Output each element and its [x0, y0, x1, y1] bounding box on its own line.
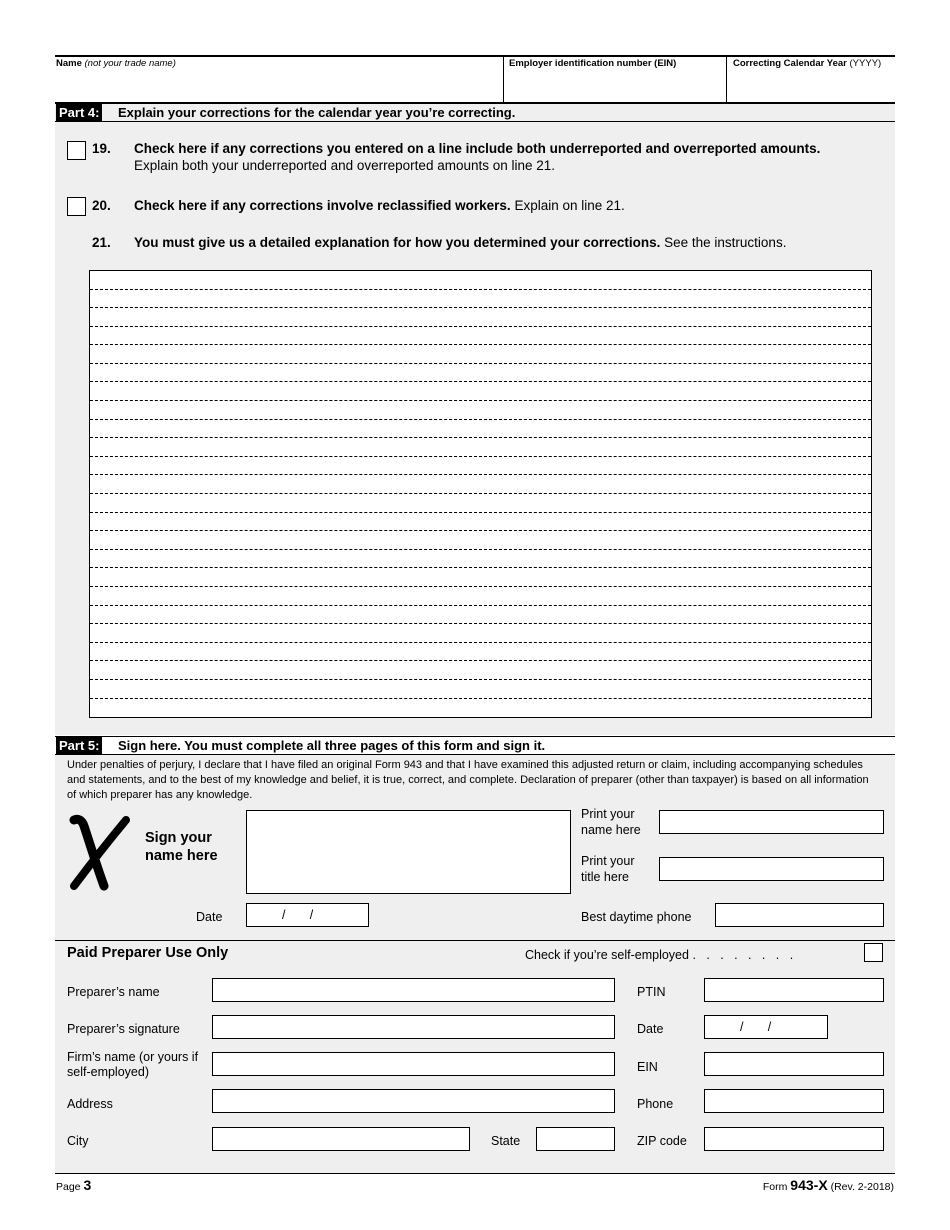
line20-text-normal: Explain on line 21.	[514, 198, 625, 213]
preparer-date-input[interactable]	[704, 1015, 828, 1039]
header-divider-1	[503, 56, 504, 102]
line19-text: Explain both your underreported and overreported amounts on line 21.	[134, 158, 556, 173]
address-label: Address	[67, 1097, 113, 1111]
preparer-date-label: Date	[637, 1022, 664, 1036]
line21-number: 21.	[92, 235, 111, 250]
sign-date-slashes: / /	[282, 908, 314, 922]
ruled-line	[90, 660, 871, 661]
line21-text-normal: See the instructions.	[664, 235, 787, 250]
state-label: State	[491, 1134, 521, 1148]
ruled-line	[90, 567, 871, 568]
self-employed-leader-dots: . . . . . . . .	[692, 948, 794, 962]
ein-field[interactable]	[509, 58, 676, 69]
line20-text-bold: Check here if any corrections involve reclassified workers.	[134, 198, 511, 213]
part5-title: Sign here. You must complete all three pages of this form and sign it.	[118, 738, 546, 753]
firm-name-input[interactable]	[212, 1052, 615, 1076]
print-title-label-2: title here	[581, 870, 629, 884]
print-name-label-1: Print your	[581, 807, 635, 821]
daytime-phone-label: Best daytime phone	[581, 910, 692, 924]
preparer-phone-input[interactable]	[704, 1089, 884, 1113]
ruled-line	[90, 642, 871, 643]
year-label: Correcting Calendar Year	[733, 58, 847, 69]
preparer-ein-label: EIN	[637, 1060, 658, 1074]
sign-date-input[interactable]	[246, 903, 369, 927]
line19-number: 19.	[92, 141, 111, 156]
print-name-label-2: name here	[581, 823, 641, 837]
ruled-line	[90, 363, 871, 364]
ruled-line	[90, 437, 871, 438]
line20-text	[134, 198, 625, 213]
preparer-title: Paid Preparer Use Only	[67, 945, 229, 961]
preparer-name-input[interactable]	[212, 978, 615, 1002]
name-label: Name	[56, 58, 82, 69]
city-input[interactable]	[212, 1127, 470, 1151]
name-field[interactable]	[56, 58, 176, 69]
ruled-line	[90, 326, 871, 327]
signature-box[interactable]	[246, 810, 571, 894]
ruled-line	[90, 623, 871, 624]
ruled-line	[90, 381, 871, 382]
line20-checkbox[interactable]	[67, 197, 86, 216]
state-input[interactable]	[536, 1127, 615, 1151]
ruled-line	[90, 400, 871, 401]
zip-input[interactable]	[704, 1127, 884, 1151]
ruled-line	[90, 493, 871, 494]
address-input[interactable]	[212, 1089, 615, 1113]
ruled-line	[90, 474, 871, 475]
ptin-input[interactable]	[704, 978, 884, 1002]
line19-text-bold: Check here if any corrections you entered on a line include both underreported and overreported amounts.	[134, 141, 821, 156]
zip-label: ZIP code	[637, 1134, 687, 1148]
print-title-input[interactable]	[659, 857, 884, 881]
line19-checkbox[interactable]	[67, 141, 86, 160]
line20-number: 20.	[92, 198, 111, 213]
header-top-rule	[55, 55, 895, 57]
name-note: (not your trade name)	[84, 58, 176, 69]
part5-badge: Part 5:	[56, 737, 102, 754]
preparer-date-slashes: / /	[740, 1020, 772, 1034]
perjury-statement: Under penalties of perjury, I declare that I have filed an original Form 943 and that I have examined this adjusted return or claim, including accompanying schedules and statements, and to the best of my knowledge and belief, it is true, correct, and complete. Declaration of preparer (other than taxpayer) is based on all information of which preparer has any knowledge.	[67, 759, 869, 801]
part4-top-rule	[55, 103, 895, 104]
ruled-line	[90, 530, 871, 531]
preparer-name-label: Preparer’s name	[67, 985, 160, 999]
part5-header-top	[55, 736, 895, 737]
ruled-line	[90, 512, 871, 513]
ruled-line	[90, 586, 871, 587]
footer-rule	[55, 1173, 895, 1174]
self-employed-checkbox[interactable]	[864, 943, 883, 962]
daytime-phone-input[interactable]	[715, 903, 884, 927]
preparer-phone-label: Phone	[637, 1097, 674, 1111]
ruled-line	[90, 419, 871, 420]
sign-name-label-2: name here	[145, 848, 218, 864]
form-label: Form	[762, 1181, 788, 1193]
print-title-label-1: Print your	[581, 854, 635, 868]
self-employed-label	[525, 948, 793, 962]
explanation-textarea[interactable]	[89, 270, 872, 718]
part4-header-rule	[55, 121, 895, 122]
ruled-line	[90, 605, 871, 606]
city-label: City	[67, 1134, 89, 1148]
year-note: (YYYY)	[849, 58, 882, 69]
page-label: Page	[56, 1181, 81, 1193]
ruled-line	[90, 307, 871, 308]
part4-badge: Part 4:	[56, 104, 102, 121]
ruled-line	[90, 679, 871, 680]
form-number: 943-X	[790, 1177, 828, 1193]
sign-name-label-1: Sign your	[145, 830, 212, 846]
line21-text-bold: You must give us a detailed explanation for how you determined your corrections.	[134, 235, 661, 250]
form-revision: (Rev. 2-2018)	[830, 1181, 894, 1193]
self-employed-text: Check if you’re self-employed	[525, 948, 689, 962]
ein-label: Employer identification number (EIN)	[509, 58, 677, 69]
header-divider-2	[726, 56, 727, 102]
print-name-input[interactable]	[659, 810, 884, 834]
ruled-line	[90, 698, 871, 699]
page-number	[56, 1177, 91, 1193]
ptin-label: PTIN	[637, 985, 666, 999]
ruled-line	[90, 456, 871, 457]
part4-title: Explain your corrections for the calendar year you’re correcting.	[118, 105, 516, 120]
ruled-line	[90, 344, 871, 345]
sign-date-label: Date	[196, 910, 223, 924]
year-field[interactable]	[733, 58, 881, 69]
form-id	[763, 1177, 894, 1193]
ruled-line	[90, 289, 871, 290]
firm-name-label-1: Firm’s name (or yours if	[67, 1050, 199, 1064]
preparer-signature-label: Preparer’s signature	[67, 1022, 180, 1036]
sign-x-icon	[68, 814, 132, 892]
preparer-ein-input[interactable]	[704, 1052, 884, 1076]
ruled-line	[90, 549, 871, 550]
preparer-signature-input[interactable]	[212, 1015, 615, 1039]
firm-name-label-2: self-employed)	[67, 1065, 149, 1079]
line21-text	[134, 235, 786, 250]
page-num: 3	[83, 1177, 92, 1193]
